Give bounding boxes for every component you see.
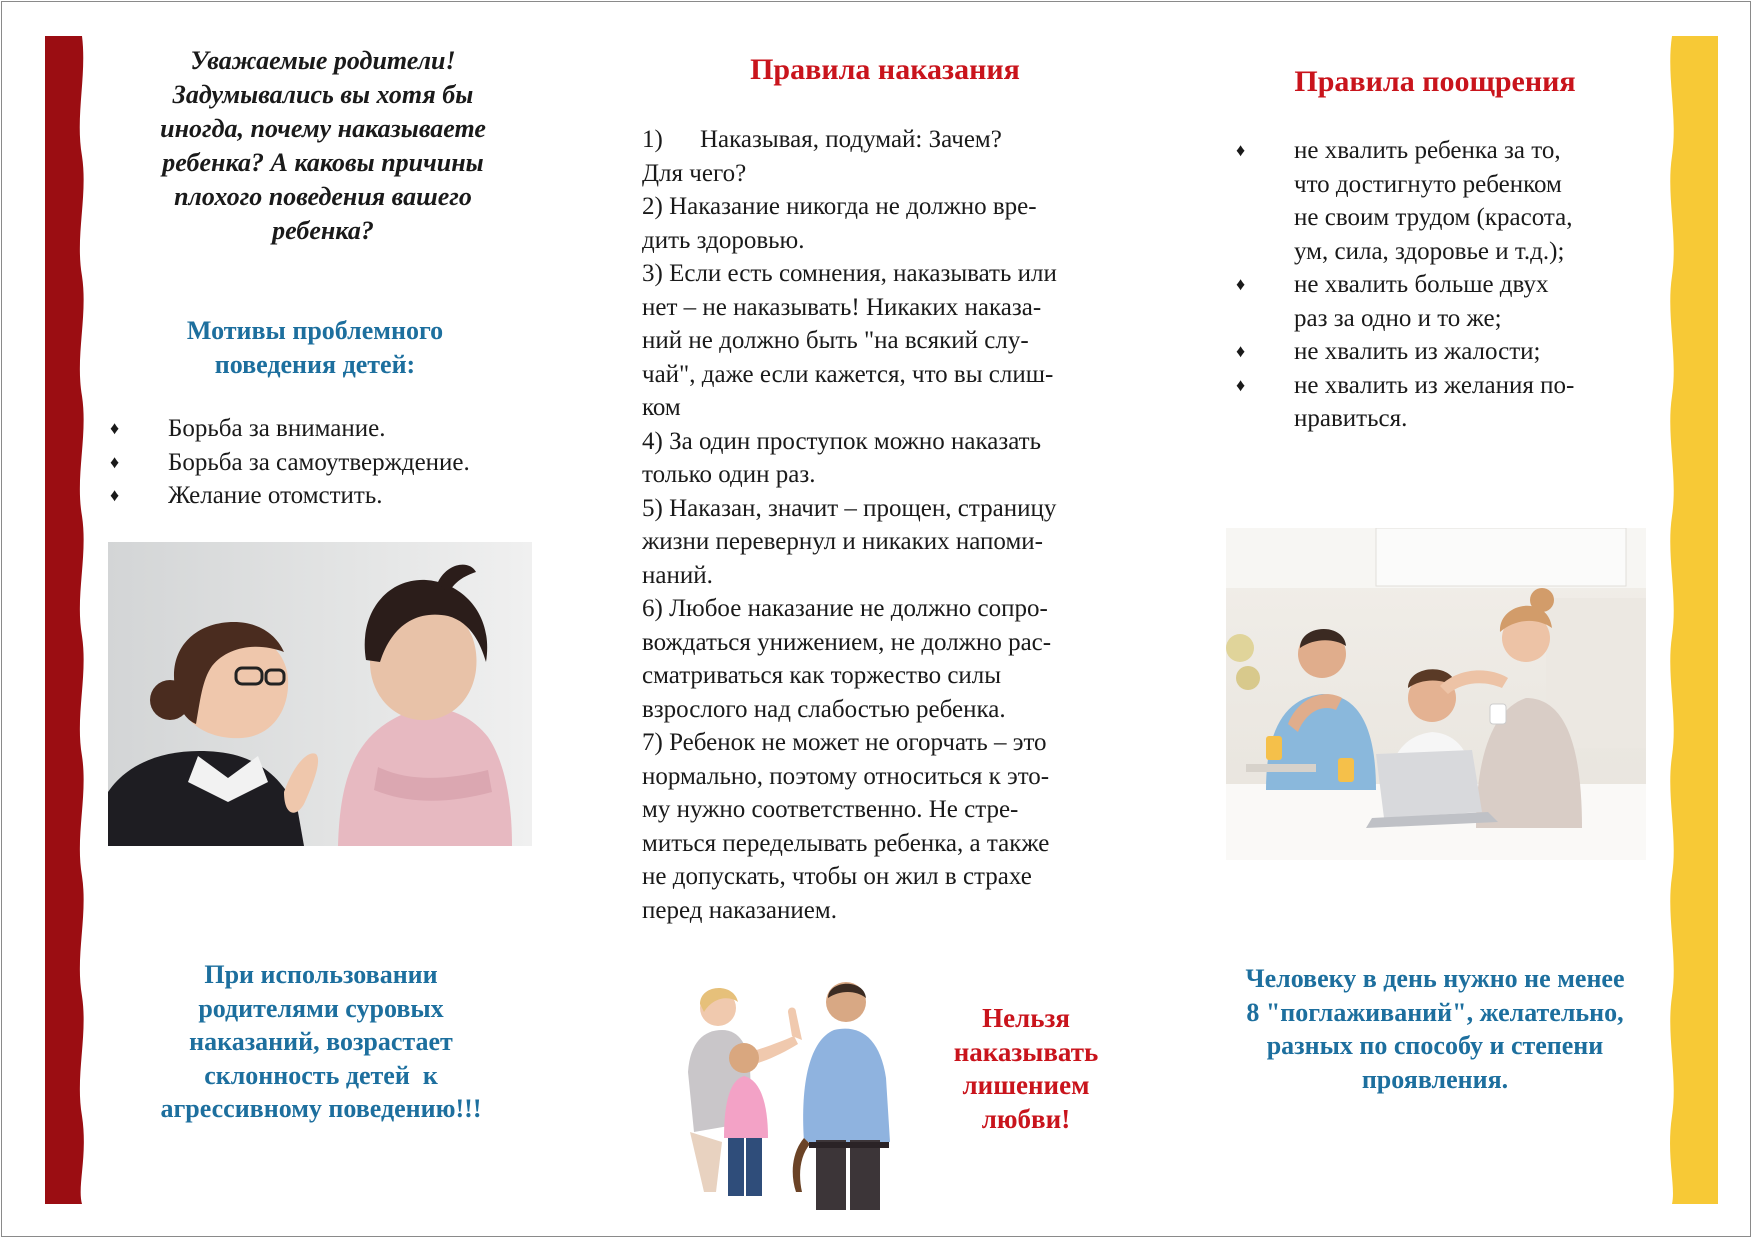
rule-line: ком [642,394,681,421]
list-item-line: ум, сила, здоровье и т.д.); [1294,237,1565,265]
rule-line: вождаться унижением, не должно рас- [642,628,1052,656]
rule-line: нет – не наказывать! Никаких наказа- [642,293,1042,321]
rule-line: 3) Если есть сомнения, наказывать или [642,260,1057,287]
rule-line: перед наказанием. [642,896,837,924]
strokes-line: разных по способу и степени [1266,1031,1604,1060]
right-decorative-band [1662,36,1718,1204]
warning-line: агрессивному поведению!!! [160,1094,482,1123]
warning-line: При использовании [204,960,438,989]
list-item-line: не своим трудом (красота, [1294,204,1573,231]
rule-line: 7) Ребенок не может не огорчать – это [642,729,1047,756]
love-deprivation-warning [938,1002,1114,1136]
protecting-child-photo [664,942,926,1210]
list-item [110,446,540,480]
forbid-line: любви! [981,1103,1071,1134]
punishment-rules-text [642,123,1132,927]
list-item [110,412,540,446]
rule-line: ний не должно быть "на всякий слу- [642,327,1029,354]
forbid-line: лишением [962,1070,1090,1100]
intro-line: иногда, почему наказываете [160,114,486,143]
list-item-text: Борьба за самоутверждение. [168,448,470,476]
left-decorative-band [45,36,91,1204]
diamond-bullet-icon: ♦ [1236,341,1246,361]
list-item-line: что достигнуто ребенком [1294,170,1562,198]
motives-heading-line: Мотивы проблемного [186,316,444,345]
rule-line: только один раз. [642,461,816,488]
diamond-bullet-icon: ♦ [1236,274,1246,294]
diamond-bullet-icon: ♦ [1236,140,1246,160]
list-item [1236,335,1646,369]
list-item [1236,268,1646,335]
list-item [1236,369,1646,436]
punishment-rules-heading: Правила наказания [750,53,1020,86]
list-item-line: нравиться. [1294,405,1408,432]
rule-line: му нужно соответственно. Не стре- [642,796,1019,823]
intro-line: ребенка? [272,216,374,245]
rule-line: нормально, поэтому относиться к это- [642,762,1050,790]
intro-line: Уважаемые родители! [190,46,456,75]
strokes-line: 8 "поглаживаний", желательно, [1246,997,1624,1027]
rule-line: 2) Наказание никогда не должно вре- [642,193,1037,220]
forbid-line: Нельзя [982,1003,1070,1033]
diamond-bullet-icon: ♦ [110,451,120,472]
intro-line: плохого поведения вашего [174,182,472,211]
list-item-line: раз за одно и то же; [1294,304,1502,332]
rule-line: наний. [642,561,713,589]
reward-rules-heading: Правила поощрения [1294,65,1576,98]
rule-line: сматриваться как торжество силы [642,662,1002,689]
diamond-bullet-icon: ♦ [110,418,120,438]
list-item-text: Желание отомстить. [168,482,383,509]
warning-line: склонность детей к [204,1060,438,1090]
list-item-line: не хвалить больше двух [1294,271,1549,298]
diamond-bullet-icon: ♦ [1236,374,1246,395]
list-item [110,479,540,513]
family-laptop-photo [1226,528,1646,860]
strokes-line: Человеку в день нужно не менее [1245,964,1625,993]
rule-line: Для чего? [642,159,747,187]
diamond-bullet-icon: ♦ [110,485,120,505]
motives-heading [130,314,500,382]
pleading-mother-photo [108,542,532,846]
rule-line: дить здоровью. [642,226,805,254]
strokes-line: проявления. [1361,1064,1509,1094]
rule-line [642,123,1132,157]
rule-text: Наказывая, подумай: Зачем? [700,126,1002,153]
list-item-line: не хвалить из жалости; [1294,338,1541,365]
harsh-punishment-warning [118,958,524,1126]
motives-heading-line: поведения детей: [214,350,416,379]
list-item-line: не хвалить ребенка за то, [1294,137,1561,164]
intro-line: ребенка? А каковы причины [162,148,484,177]
rule-line: взрослого над слабостью ребенка. [642,695,1006,723]
daily-strokes-note [1204,962,1666,1096]
intro-question [128,44,518,248]
reward-rules-list [1236,134,1646,436]
list-item [1236,134,1646,268]
rule-line: миться переделывать ребенка, а также [642,829,1050,857]
intro-line: Задумывались вы хотя бы [172,80,474,109]
rule-line: 4) За один проступок можно наказать [642,427,1042,455]
rule-line: чай", даже если кажется, что вы слиш- [642,360,1054,388]
list-item-text: Борьба за внимание. [168,415,386,442]
rule-line: не допускать, чтобы он жил в страхе [642,863,1032,890]
rule-line: жизни перевернул и никаких напоми- [642,528,1043,555]
motives-list [110,412,540,513]
list-item-line: не хвалить из желания по- [1294,371,1575,399]
warning-line: родителями суровых [198,993,444,1023]
rule-line: 5) Наказан, значит – прощен, страницу [642,494,1057,522]
forbid-line: наказывать [953,1036,1099,1067]
warning-line: наказаний, возрастает [189,1027,453,1056]
rule-line: 6) Любое наказание не должно сопро- [642,595,1048,622]
rule-number: 1) [642,126,663,153]
